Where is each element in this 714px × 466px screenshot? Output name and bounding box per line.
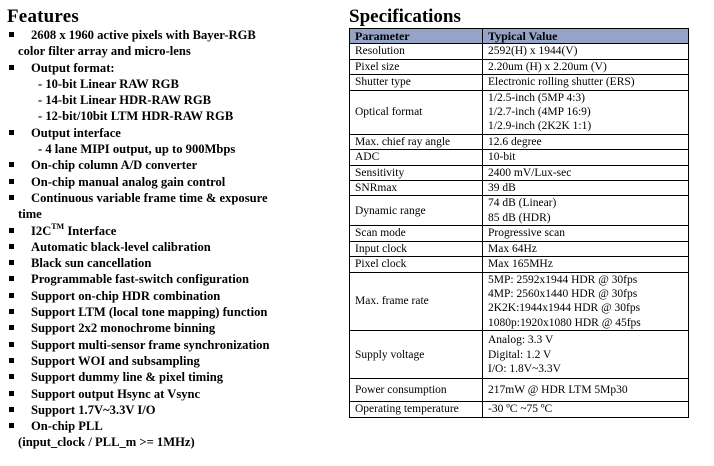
table-row	[350, 379, 689, 402]
feature-item	[8, 434, 340, 450]
table-row	[350, 59, 689, 74]
feature-item	[8, 418, 340, 434]
feature-text: Black sun cancellation	[31, 256, 152, 271]
parameter-cell: Supply voltage	[350, 331, 483, 379]
parameter-cell: SNRmax	[350, 181, 483, 196]
value-line: Digital: 1.2 V	[488, 348, 552, 361]
value-cell	[483, 379, 689, 402]
value-line: 2.20um (H) x 2.20um (V)	[488, 60, 607, 73]
feature-item	[8, 402, 340, 418]
parameter-cell: Dynamic range	[350, 196, 483, 226]
feature-text: Support WOI and subsampling	[31, 353, 200, 368]
feature-item	[8, 92, 340, 108]
value-line: 217mW @ HDR LTM 5Mp30	[488, 384, 628, 397]
header-typical-value: Typical Value	[483, 29, 689, 44]
table-row	[350, 196, 689, 226]
value-cell	[483, 165, 689, 180]
feature-text: Output interface	[31, 125, 121, 140]
feature-text: time	[18, 207, 42, 222]
table-row	[350, 75, 689, 90]
feature-text: Support 1.7V~3.3V I/O	[31, 402, 156, 417]
value-line: 2400 mV/Lux-sec	[488, 166, 572, 179]
value-line: 85 dB (HDR)	[488, 211, 551, 224]
specifications-table	[349, 28, 689, 418]
table-row	[350, 181, 689, 196]
feature-text: Support output Hsync at Vsync	[31, 386, 201, 401]
value-cell	[483, 90, 689, 134]
value-line: 4MP: 2560x1440 HDR @ 30fps	[488, 287, 638, 300]
value-line: Progressive scan	[488, 227, 565, 240]
value-line: 1/2.7-inch (4MP 16:9)	[488, 106, 591, 119]
feature-item	[8, 239, 340, 255]
value-line: 1/2.5-inch (5MP 4:3)	[488, 91, 585, 104]
table-row	[350, 90, 689, 134]
feature-text: Continuous variable frame time & exposure	[31, 190, 268, 205]
feature-text: On-chip manual analog gain control	[31, 174, 226, 189]
value-line: 5MP: 2592x1944 HDR @ 30fps	[488, 273, 638, 286]
table-row	[350, 272, 689, 331]
value-line: Electronic rolling shutter (ERS)	[488, 76, 635, 89]
feature-item	[8, 288, 340, 304]
trademark-superscript: TM	[51, 221, 65, 231]
parameter-cell: Power consumption	[350, 379, 483, 402]
parameter-cell: Resolution	[350, 44, 483, 59]
parameter-cell: Pixel clock	[350, 257, 483, 272]
value-cell	[483, 59, 689, 74]
value-line: Max 165MHz	[488, 258, 553, 271]
feature-item	[8, 255, 340, 271]
value-cell	[483, 257, 689, 272]
value-line: 1080p:1920x1080 HDR @ 45fps	[488, 316, 641, 329]
table-row	[350, 165, 689, 180]
feature-text: Output format:	[31, 60, 115, 75]
parameter-cell: Scan mode	[350, 226, 483, 241]
feature-text: Support multi-sensor frame synchronization	[31, 337, 270, 352]
feature-text: (input_clock / PLL_m >= 1MHz)	[18, 435, 195, 450]
feature-item	[8, 125, 340, 141]
feature-item	[8, 27, 340, 43]
feature-item	[8, 141, 340, 157]
feature-text: Programmable fast-switch configuration	[31, 272, 250, 287]
feature-item	[8, 190, 340, 206]
value-line: Analog: 3.3 V	[488, 334, 554, 347]
parameter-cell: Shutter type	[350, 75, 483, 90]
value-line: 10-bit	[488, 151, 516, 164]
feature-text: Support on-chip HDR combination	[31, 288, 221, 303]
value-cell	[483, 402, 689, 417]
value-line: I/O: 1.8V~3.3V	[488, 362, 561, 375]
table-row	[350, 150, 689, 165]
value-line: Max 64Hz	[488, 242, 537, 255]
feature-item	[8, 108, 340, 124]
feature-item	[8, 271, 340, 287]
feature-text: On-chip column A/D converter	[31, 158, 198, 173]
feature-item	[8, 43, 340, 59]
table-header-row	[350, 29, 689, 44]
parameter-cell: Max. frame rate	[350, 272, 483, 331]
table-row	[350, 44, 689, 59]
feature-item	[8, 223, 340, 239]
value-line: 39 dB	[488, 182, 516, 195]
table-row	[350, 257, 689, 272]
feature-item	[8, 60, 340, 76]
features-list	[8, 27, 340, 451]
feature-item	[8, 304, 340, 320]
value-cell	[483, 331, 689, 379]
value-line: 74 dB (Linear)	[488, 197, 557, 210]
value-cell	[483, 181, 689, 196]
feature-item	[8, 337, 340, 353]
specifications-title: Specifications	[349, 6, 461, 27]
parameter-cell: Operating temperature	[350, 402, 483, 417]
feature-item	[8, 157, 340, 173]
value-cell	[483, 75, 689, 90]
feature-item	[8, 369, 340, 385]
feature-text: Automatic black-level calibration	[31, 239, 211, 254]
table-row	[350, 226, 689, 241]
value-cell	[483, 150, 689, 165]
feature-item	[8, 76, 340, 92]
feature-item	[8, 206, 340, 222]
parameter-cell: Max. chief ray angle	[350, 134, 483, 149]
feature-text: color filter array and micro-lens	[18, 44, 191, 59]
parameter-cell: Input clock	[350, 241, 483, 256]
parameter-cell: Optical format	[350, 90, 483, 134]
feature-text: - 10-bit Linear RAW RGB	[38, 76, 179, 91]
value-line: 2K2K:1944x1944 HDR @ 30fps	[488, 302, 641, 315]
value-line: 12.6 degree	[488, 135, 542, 148]
feature-text: - 4 lane MIPI output, up to 900Mbps	[38, 142, 236, 157]
value-cell	[483, 134, 689, 149]
value-line: 1/2.9-inch (2K2K 1:1)	[488, 120, 592, 133]
value-cell	[483, 241, 689, 256]
table-row	[350, 402, 689, 417]
value-cell	[483, 44, 689, 59]
feature-text: - 14-bit Linear HDR-RAW RGB	[38, 93, 212, 108]
parameter-cell: Pixel size	[350, 59, 483, 74]
value-cell	[483, 196, 689, 226]
value-line: 2592(H) x 1944(V)	[488, 45, 578, 58]
features-title: Features	[7, 6, 79, 27]
value-line: -30 ºC ~75 ºC	[488, 403, 553, 416]
table-row	[350, 134, 689, 149]
table-row	[350, 331, 689, 379]
header-parameter: Parameter	[350, 29, 483, 44]
feature-item	[8, 386, 340, 402]
feature-text-suffix: Interface	[64, 223, 117, 238]
feature-item	[8, 174, 340, 190]
feature-text: 2608 x 1960 active pixels with Bayer-RGB	[31, 28, 256, 42]
feature-item	[8, 320, 340, 336]
value-cell	[483, 272, 689, 331]
parameter-cell: ADC	[350, 150, 483, 165]
parameter-cell: Sensitivity	[350, 165, 483, 180]
feature-text: On-chip PLL	[31, 419, 103, 434]
value-cell	[483, 226, 689, 241]
table-row	[350, 241, 689, 256]
feature-item	[8, 353, 340, 369]
feature-text: Support LTM (local tone mapping) function	[31, 305, 268, 320]
feature-text: I2C	[31, 223, 52, 238]
feature-text: Support dummy line & pixel timing	[31, 370, 224, 385]
feature-text: Support 2x2 monochrome binning	[31, 321, 216, 336]
feature-text: - 12-bit/10bit LTM HDR-RAW RGB	[38, 109, 234, 124]
